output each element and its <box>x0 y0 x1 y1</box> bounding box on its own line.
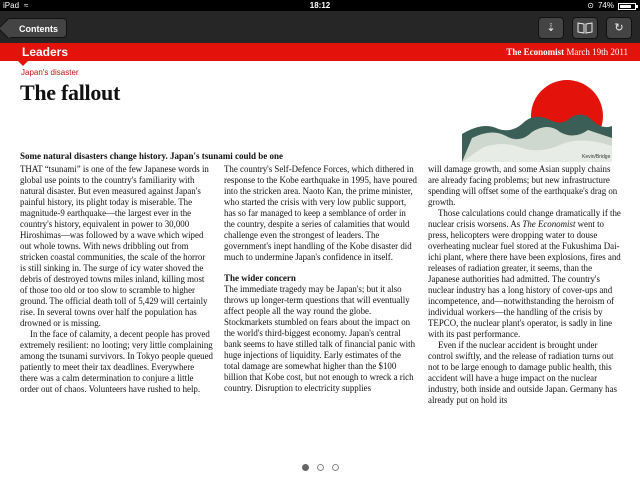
reader-view-button[interactable] <box>572 17 598 39</box>
status-bar <box>0 0 640 11</box>
paragraph: Even if the nuclear accident is brought under control swiftly, and the release of radiation turns out not to be large enough to damage public health, this accident will have a huge impact on the nuclear industry, both inside and outside Japan. Germany has already put on hold its <box>428 340 617 405</box>
battery-icon <box>618 3 636 10</box>
page-dot-3[interactable] <box>332 464 339 471</box>
section-notch <box>18 61 28 66</box>
article-rubric: Japan's disaster <box>21 68 79 77</box>
paragraph-text: Those calculations could change dramatically if the nuclear crisis worsens. As <box>428 208 621 229</box>
masthead-logo: The Economist <box>506 47 565 57</box>
battery-percent: 74% <box>597 1 614 10</box>
book-icon <box>577 22 593 34</box>
status-time: 18:12 <box>309 1 331 10</box>
paragraph: The immediate tragedy may be Japan's; but it also throws up longer-term questions that will eventually affect people all the way round the globe. Stockmarkets stumbled on fears about the impact on the world's third-biggest economy. Japan's central bank seems to have stilled talk of financial panic with huge injections of liquidity. Early estimates of the total damage are somewhat higher than the $100 billion that Kobe cost, but not enough to wreck a rich country. Disruption to electricity supplies <box>224 284 416 393</box>
paragraph <box>428 208 621 340</box>
illustration-credit: Kevin/Bridge <box>582 154 611 160</box>
subheading: The wider concern <box>224 273 296 283</box>
paragraph: will damage growth, and some Asian supply chains are already facing problems; but new infrastructure spending will offset some of the earthquake's drag on growth. <box>428 164 618 207</box>
nav-toolbar <box>0 11 640 43</box>
article-standfirst: Some natural disasters change history. Japan's tsunami could be one <box>20 151 284 161</box>
paragraph: In the face of calamity, a decent people has proved extremely resilient: no looting; very little complaining among the tsunami survivors. In Tokyo people queued patiently to meet their tax deadlines. Everywhere there was a calm determination to conjure a little order out of chaos. Volunteers have rushed to help. <box>20 329 213 394</box>
publication-name: The Economist <box>522 219 576 229</box>
download-button[interactable] <box>538 17 564 39</box>
lock-rotation-icon: ⊙ <box>587 1 594 10</box>
article-column-3 <box>428 164 621 464</box>
paragraph: THAT “tsunami” is one of the few Japanese words in global use points to the country's familiarity with natural disaster. But even measured against Japan's painful history, its plight today is miserable. The magnitude-9 earthquake—the largest ever in the country's history, equivalent in power to 30,000 Hiroshimas—was followed by a wave which wiped out whole towns. With news dribbling out from stricken coastal communities, the scale of the horror is still sinking in. The surge of icy water shoved the debris of destroyed towns miles inland, killing most of those too old or too slow to scramble to higher ground. The official death toll of 5,429 will certainly rise. In several towns over half the population has drowned or is missing. <box>20 164 209 328</box>
contents-back-button[interactable] <box>6 18 67 38</box>
section-title: Leaders <box>22 45 69 59</box>
article-column-2 <box>224 164 417 464</box>
section-header <box>0 43 640 61</box>
contents-button-label: Contents <box>19 24 58 34</box>
masthead <box>506 43 628 61</box>
carrier-label: iPad <box>3 1 20 10</box>
wifi-icon: ≈ <box>24 1 29 10</box>
download-icon: ⇣ <box>546 21 556 34</box>
refresh-icon: ↻ <box>614 21 624 34</box>
status-right <box>587 0 636 11</box>
article-illustration <box>462 78 612 162</box>
issue-date: March 19th 2011 <box>566 47 628 57</box>
page-dot-1[interactable] <box>302 464 309 471</box>
page-dot-2[interactable] <box>317 464 324 471</box>
page-indicator[interactable] <box>0 464 640 471</box>
article-headline: The fallout <box>20 80 120 105</box>
paragraph-text: went to press, helicopters were dropping water to douse overheating nuclear fuel stored at the Fukushima Dai-ichi plant, where there have been explosions, fires and releases of radiation greater, it seems, than the Japanese authorities had admitted. The country's nuclear industry has a long history of cover-ups and incompetence, and—notwithstanding the heroism of individual workers—the handling of the crisis by TEPCO, the nuclear plant's operator, is sadly in line with its past performance. <box>428 219 621 339</box>
article-column-1 <box>20 164 213 464</box>
paragraph: The country's Self-Defence Forces, which dithered in response to the Kobe earthquake in 1995, have poured into the stricken area. Naoto Kan, the prime minister, who started the crisis with very low public support, has so far managed to keep a semblance of order in the country, despite a series of calamities that would challenge even the strongest of leaders. The government's inept handling of the Kobe disaster did much to undermine Japan's confidence in itself. <box>224 164 417 262</box>
refresh-button[interactable] <box>606 17 632 39</box>
